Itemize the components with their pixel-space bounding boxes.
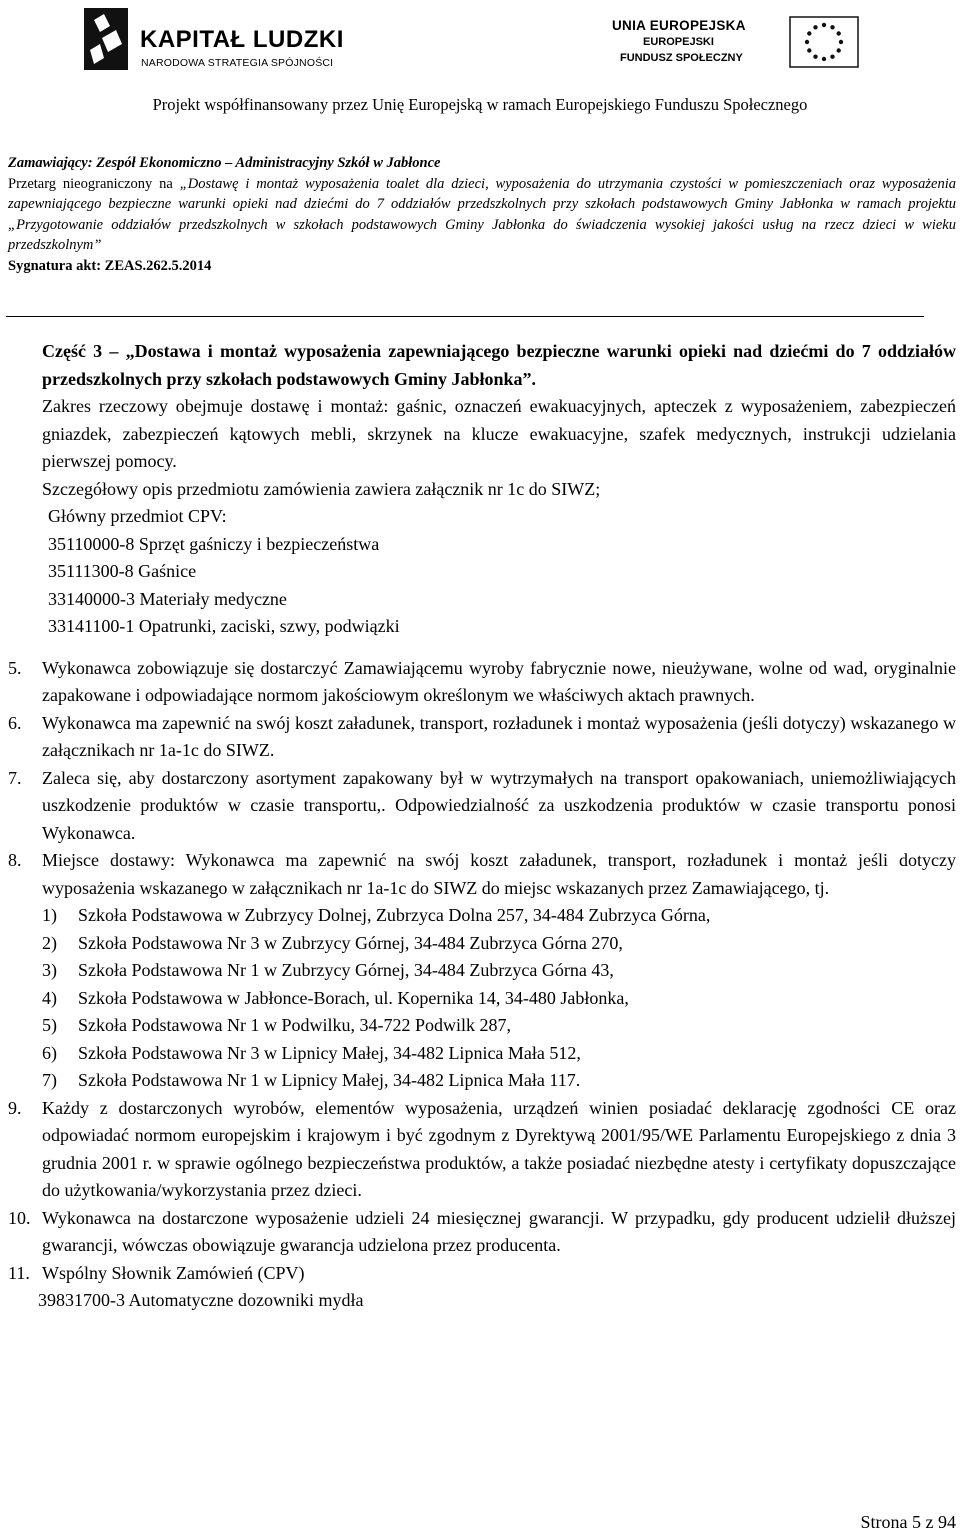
location-item <box>42 1067 956 1095</box>
tender-prefix: Przetarg nieograniczony na <box>8 175 180 192</box>
location-number: 2) <box>42 932 57 953</box>
list-item <box>8 1205 956 1260</box>
document-body <box>8 338 956 1315</box>
cpv-code: 33140000-3 Materiały medyczne <box>48 588 287 609</box>
eu-flag-icon <box>789 16 859 68</box>
section-spacer <box>42 641 956 655</box>
tender-subject: „Dostawę i montaż wyposażenia toalet dla dzieci, wyposażenia do utrzymania czystości w pomieszczeniach oraz wyposażenia zapewniającego bezpieczne warunki opieki nad dziećmi do 7 oddziałów przedszkolnych przy szkołach podstawowych Gminy Jabłonka w ramach projektu „Przygotowanie oddziałów przedszkolnych w szkołach podstawowych Gminy Jabłonka do świadczenia wysokiej jakości usług na rzecz dzieci w wieku przedszkolnym” <box>8 175 956 253</box>
kapital-ludzki-emblem-icon <box>80 4 132 74</box>
kapital-ludzki-subtitle: NARODOWA STRATEGIA SPÓJNOŚCI <box>141 57 334 69</box>
eu-logo-text <box>612 18 746 66</box>
cpv-code: 33141100-1 Opatrunki, zaciski, szwy, podwiązki <box>48 616 400 636</box>
location-number: 7) <box>42 1070 57 1090</box>
list-item-number: 10. <box>8 1207 31 1228</box>
location-number: 5) <box>42 1015 57 1035</box>
list-item-number: 8. <box>8 850 22 870</box>
location-number: 4) <box>42 987 57 1008</box>
location-text: Szkoła Podstawowa Nr 3 w Lipnicy Małej, 34-482 Lipnica Mała 512, <box>78 1042 581 1063</box>
list-item-number: 6. <box>8 712 22 733</box>
eu-logo-line1: UNIA EUROPEJSKA <box>612 18 746 33</box>
details-paragraph: Szczegółowy opis przedmiotu zamówienia zawiera załącznik nr 1c do SIWZ; <box>42 478 601 499</box>
list-item <box>8 710 956 765</box>
location-text: Szkoła Podstawowa Nr 1 w Zubrzycy Górnej, 34-484 Zubrzyca Górna 43, <box>78 960 614 980</box>
case-signature: Sygnatura akt: ZEAS.262.5.2014 <box>8 257 212 274</box>
list-item-text: Zaleca się, aby dostarczony asortyment zapakowany był w wytrzymałych na transport opakowaniach, uniemożliwiających uszkodzenie produktów w czasie transportu,. Odpowiedzialność za uszkodzenia produktów w czasie transportu ponosi Wykonawca. <box>42 767 956 843</box>
location-number: 1) <box>42 905 57 925</box>
location-item <box>42 930 956 958</box>
list-item-text: Wykonawca ma zapewnić na swój koszt załadunek, transport, rozładunek i montaż wyposażenia (jeśli dotyczy) wskazanego w załącznikach nr 1a-1c do SIWZ. <box>42 712 956 760</box>
scope-paragraph: Zakres rzeczowy obejmuje dostawę i montaż: gaśnic, oznaczeń ewakuacyjnych, apteczek z wyposażeniem, zabezpieczeń gniazdek, zabezpieczeń kątowych mebli, skrzynek na klucze ewakuacyjne, szafek medycznych, instrukcji udzielania pierwszej pomocy. <box>42 396 956 471</box>
page-number: Strona 5 z 94 <box>860 1512 956 1532</box>
cpv-code: 35111300-8 Gaśnice <box>48 561 197 581</box>
location-item <box>42 957 956 985</box>
eu-logo-line2: EUROPEJSKI <box>643 36 714 48</box>
kapital-ludzki-title: KAPITAŁ LUDZKI <box>140 26 344 53</box>
location-number: 3) <box>42 960 57 980</box>
list-item <box>8 1260 956 1315</box>
location-item <box>42 1040 956 1068</box>
list-item-number: 7. <box>8 767 22 788</box>
cpv-code: 35110000-8 Sprzęt gaśniczy i bezpieczeństwa <box>48 533 380 554</box>
location-number: 6) <box>42 1042 57 1063</box>
location-text: Szkoła Podstawowa Nr 1 w Lipnicy Małej, 34-482 Lipnica Mała 117. <box>78 1070 581 1090</box>
list-item <box>8 847 956 1095</box>
location-text: Szkoła Podstawowa Nr 1 w Podwilku, 34-722 Podwilk 287, <box>78 1015 511 1035</box>
header-divider <box>6 316 924 317</box>
list-item-text: Wspólny Słownik Zamówień (CPV) <box>42 1262 305 1283</box>
eu-logo-line3: FUNDUSZ SPOŁECZNY <box>620 52 743 64</box>
cpv-heading: Główny przedmiot CPV: <box>48 506 227 526</box>
document-meta <box>8 153 956 276</box>
list-item-number: 11. <box>8 1262 30 1283</box>
list-item <box>8 655 956 710</box>
list-item-text: Wykonawca na dostarczone wyposażenie udzieli 24 miesięcznej gwarancji. W przypadku, gdy producent udzielił dłuższej gwarancji, wówczas obowiązuje gwarancja udzielona przez producenta. <box>42 1207 956 1255</box>
location-text: Szkoła Podstawowa w Jabłonce-Borach, ul. Kopernika 14, 34-480 Jabłonka, <box>78 987 629 1008</box>
orderer-line: Zamawiający: Zespół Ekonomiczno – Administracyjny Szkół w Jabłonce <box>8 155 441 171</box>
list-item-text: Miejsce dostawy: Wykonawca ma zapewnić na swój koszt załadunek, transport, rozładunek i montaż jeśli dotyczy wyposażenia wskazanego w załącznikach nr 1a-1c do SIWZ do miejsc wskazanych przez Zamawiającego, tj. <box>42 850 956 898</box>
list-item-text: Każdy z dostarczonych wyrobów, elementów wyposażenia, urządzeń winien posiadać deklarację zgodności CE oraz odpowiadać normom europejskim i krajowym i być zgodnym z Dyrektywą 2001/95/WE Parlamentu Europejskiego z dnia 3 grudnia 2001 r. w sprawie ogólnego bezpieczeństwa produktów, a także posiadać niezbędne atesty i certyfikaty dopuszczające do użytkowania/wykorzystania przez dzieci. <box>42 1097 956 1200</box>
eu-logo <box>612 8 892 78</box>
delivery-locations-list <box>42 902 956 1095</box>
part-title: Część 3 – „Dostawa i montaż wyposażenia zapewniającego bezpieczne warunki opieki nad dziećmi do 7 oddziałów przedszkolnych przy szkołach podstawowych Gminy Jabłonka”. <box>42 341 956 389</box>
list-item-number: 9. <box>8 1097 22 1118</box>
kapital-ludzki-logo <box>80 2 344 82</box>
location-item <box>42 902 956 930</box>
location-item <box>42 985 956 1013</box>
tender-description <box>8 174 956 256</box>
list-item-number: 5. <box>8 657 22 678</box>
final-cpv-code: 39831700-3 Automatyczne dozowniki mydła <box>38 1290 364 1310</box>
list-item <box>8 1095 956 1205</box>
list-item-text: Wykonawca zobowiązuje się dostarczyć Zamawiającemu wyroby fabrycznie nowe, nieużywane, wolne od wad, oryginalnie zapakowane i odpowiadające normom jakościowym określonym we właściwych aktach prawnych. <box>42 657 956 705</box>
location-text: Szkoła Podstawowa Nr 3 w Zubrzycy Górnej, 34-484 Zubrzyca Górna 270, <box>78 932 623 953</box>
cofinancing-note: Projekt współfinansowany przez Unię Europejską w ramach Europejskiego Funduszu Społecznego <box>152 95 808 114</box>
requirements-list <box>8 655 956 1315</box>
location-item <box>42 1012 956 1040</box>
location-text: Szkoła Podstawowa w Zubrzycy Dolnej, Zubrzyca Dolna 257, 34-484 Zubrzyca Górna, <box>78 905 711 925</box>
list-item <box>8 765 956 848</box>
